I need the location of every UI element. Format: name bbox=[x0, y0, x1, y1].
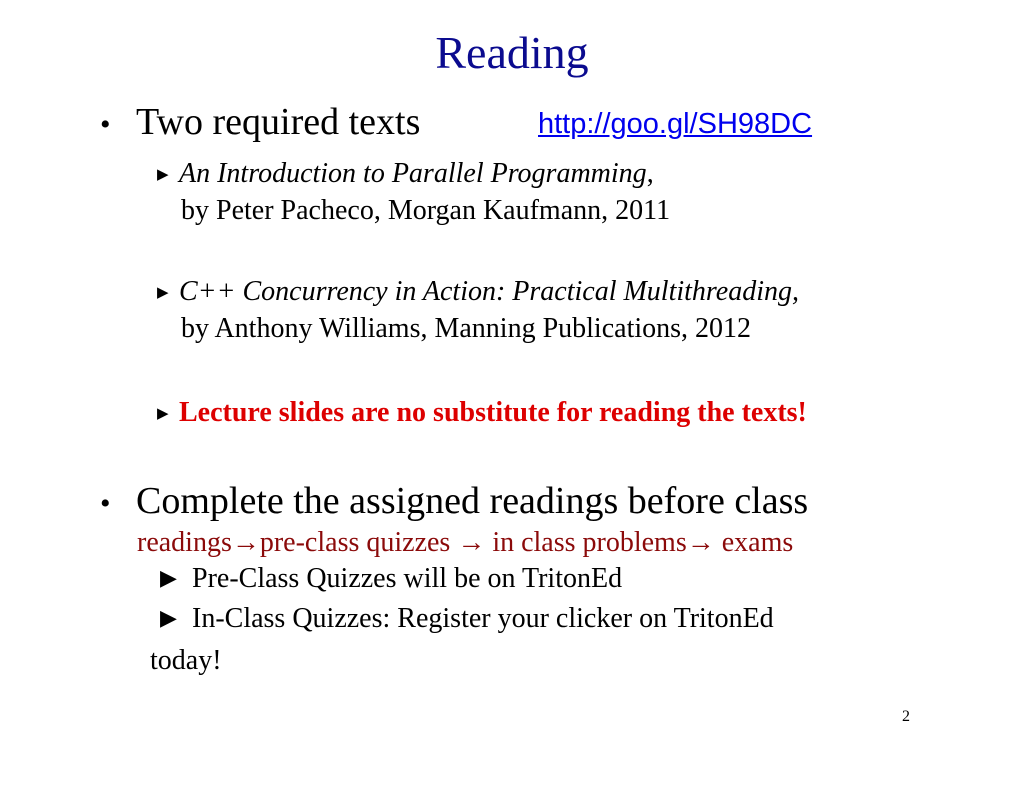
bullet-dot-icon: • bbox=[100, 108, 111, 141]
item-text: Pre-Class Quizzes will be on TritonEd bbox=[192, 563, 623, 594]
continuation-text: today! bbox=[150, 645, 222, 676]
sub-item-preclass bbox=[160, 563, 622, 595]
bullet-complete-readings bbox=[100, 479, 808, 523]
sub-item-pacheco bbox=[157, 158, 654, 190]
triangle-right-icon: ▶ bbox=[160, 565, 177, 590]
bullet-required-texts bbox=[100, 100, 420, 144]
lecture-note: Lecture slides are no substitute for reading the texts! bbox=[179, 397, 807, 428]
sub-item-williams bbox=[157, 276, 799, 308]
bullet-text: Two required texts bbox=[136, 101, 421, 143]
triangle-right-icon: ▶ bbox=[157, 167, 169, 183]
triangle-right-icon: ▶ bbox=[160, 605, 177, 630]
page-number: 2 bbox=[902, 708, 910, 725]
triangle-right-icon: ▶ bbox=[157, 285, 169, 301]
triangle-right-icon: ▶ bbox=[157, 406, 169, 422]
sub-item-inclass bbox=[160, 603, 774, 635]
slide-title: Reading bbox=[435, 27, 589, 78]
bullet-text: Complete the assigned readings before class bbox=[136, 480, 809, 522]
book-byline: by Anthony Williams, Manning Publications, 2012 bbox=[181, 313, 752, 344]
texts-link[interactable]: http://goo.gl/SH98DC bbox=[538, 108, 813, 140]
sub-item-note bbox=[157, 397, 807, 429]
book-title-suffix: , bbox=[646, 158, 654, 189]
book-title: C++ Concurrency in Action: Practical Multithreading, bbox=[179, 276, 799, 307]
book-byline: by Peter Pacheco, Morgan Kaufmann, 2011 bbox=[181, 195, 671, 226]
book-title: An Introduction to Parallel Programming bbox=[179, 158, 647, 189]
bullet-dot-icon: • bbox=[100, 487, 111, 520]
workflow-line: readings→pre-class quizzes → in class problems→ exams bbox=[137, 527, 794, 558]
item-text: In-Class Quizzes: Register your clicker on TritonEd bbox=[192, 603, 774, 634]
